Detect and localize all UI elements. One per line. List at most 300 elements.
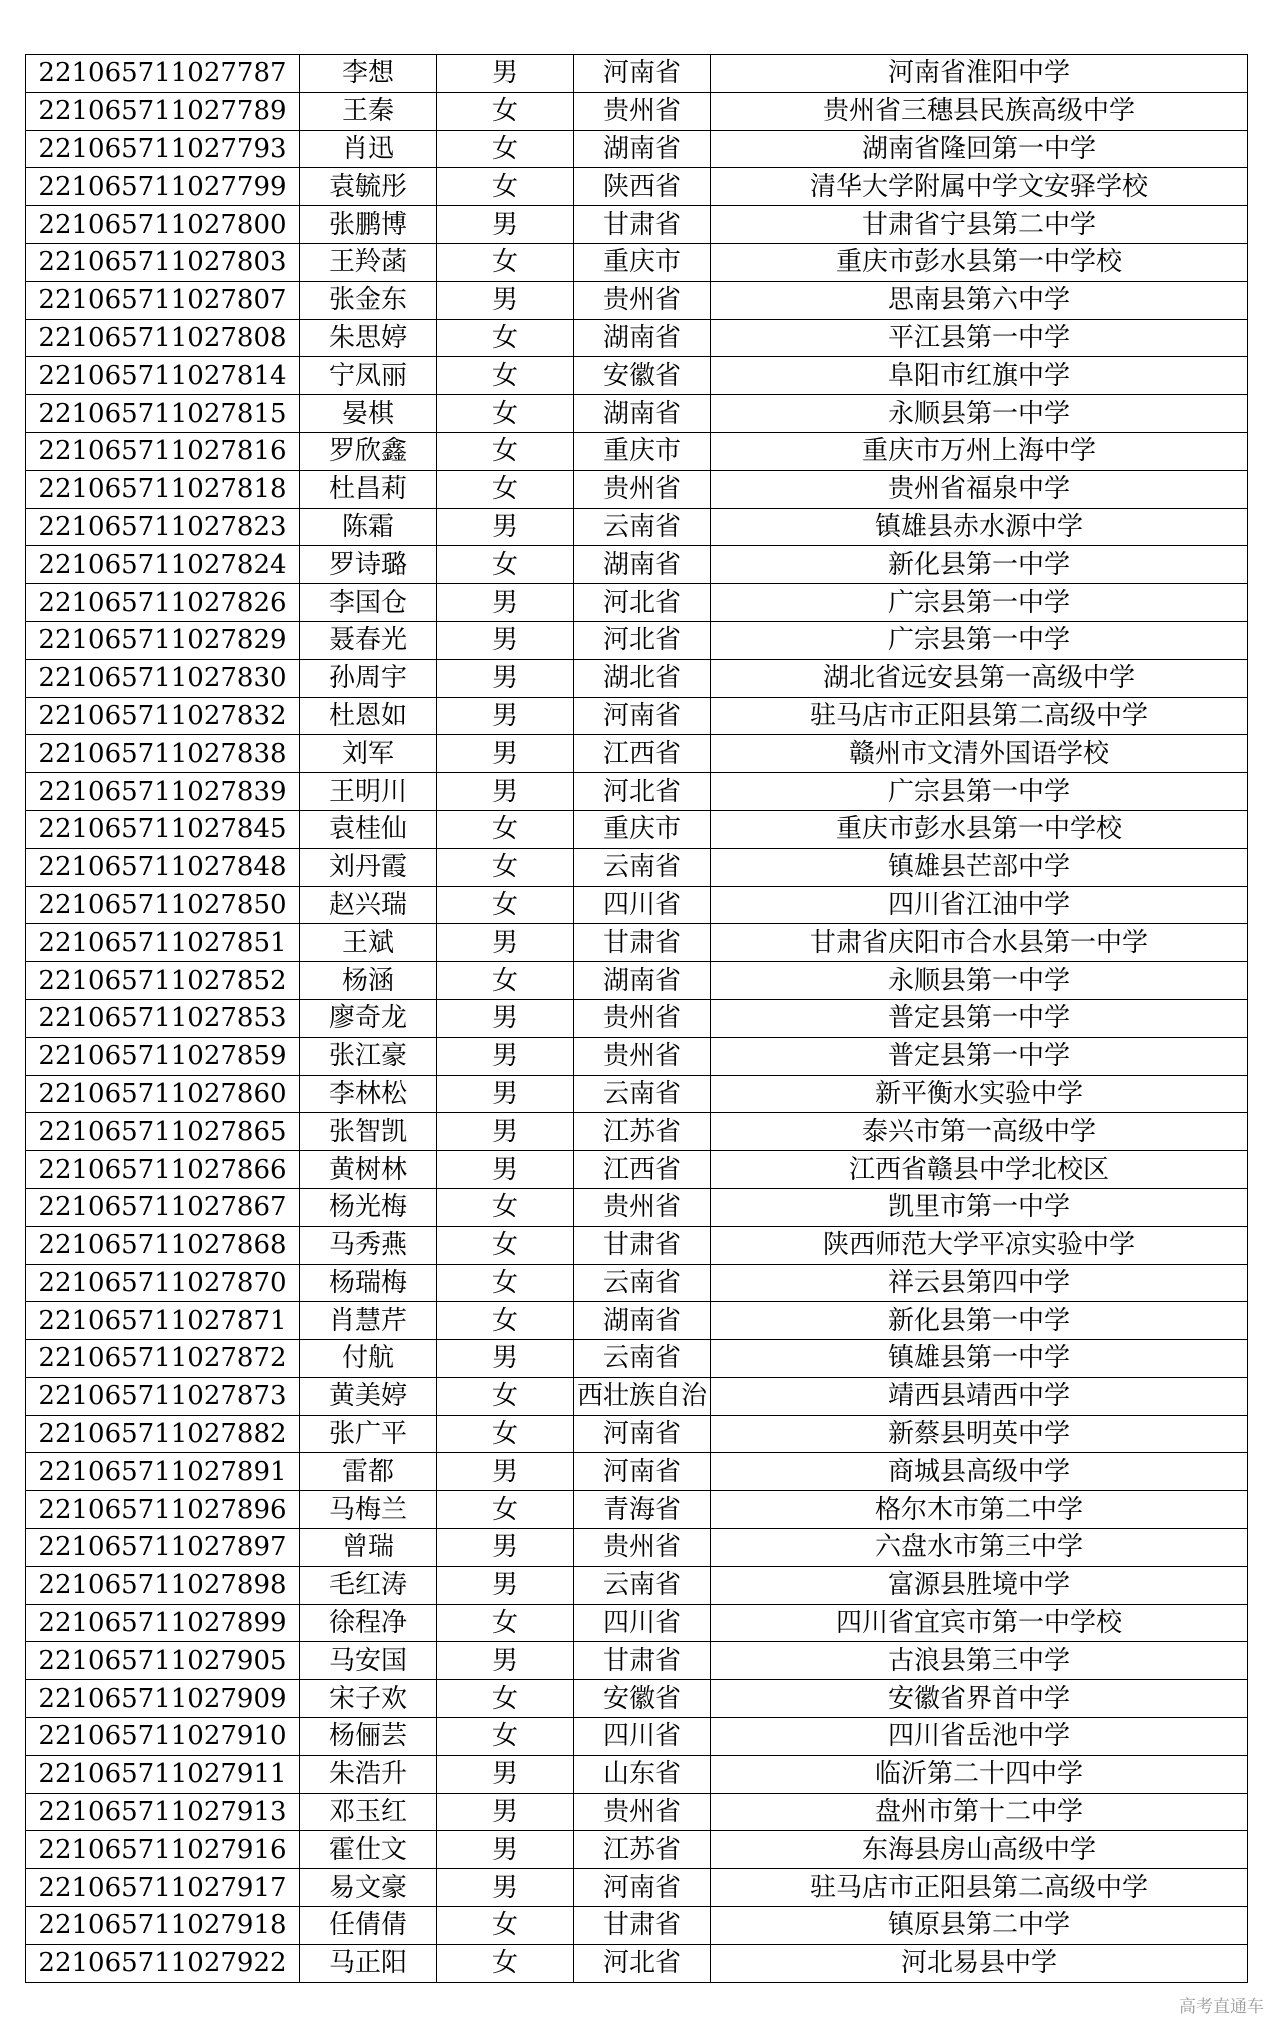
province-cell: 西壮族自治 — [574, 1377, 711, 1415]
school-cell: 驻马店市正阳县第二高级中学 — [711, 697, 1248, 735]
gender-cell: 女 — [437, 1718, 574, 1756]
gender-cell: 男 — [437, 659, 574, 697]
province-cell: 甘肃省 — [574, 1907, 711, 1945]
student-id-cell: 221065711027807 — [26, 281, 300, 319]
gender-cell: 女 — [437, 395, 574, 433]
gender-cell: 女 — [437, 546, 574, 584]
school-cell: 安徽省界首中学 — [711, 1680, 1248, 1718]
name-cell: 杨俪芸 — [300, 1718, 437, 1756]
province-cell: 湖南省 — [574, 1302, 711, 1340]
gender-cell: 女 — [437, 1264, 574, 1302]
school-cell: 贵州省福泉中学 — [711, 470, 1248, 508]
name-cell: 宋子欢 — [300, 1680, 437, 1718]
table-row — [26, 999, 1248, 1037]
name-cell: 刘丹霞 — [300, 848, 437, 886]
name-cell: 曾瑞 — [300, 1529, 437, 1567]
province-cell: 四川省 — [574, 1604, 711, 1642]
table-row — [26, 1680, 1248, 1718]
name-cell: 宁凤丽 — [300, 357, 437, 395]
name-cell: 马安国 — [300, 1642, 437, 1680]
table-row — [26, 1415, 1248, 1453]
student-id-cell: 221065711027922 — [26, 1944, 300, 1982]
table-row — [26, 1755, 1248, 1793]
student-id-cell: 221065711027789 — [26, 92, 300, 130]
gender-cell: 男 — [437, 773, 574, 811]
name-cell: 罗欣鑫 — [300, 432, 437, 470]
school-cell: 陕西师范大学平凉实验中学 — [711, 1226, 1248, 1264]
name-cell: 霍仕文 — [300, 1831, 437, 1869]
gender-cell: 男 — [437, 1037, 574, 1075]
table-row — [26, 1529, 1248, 1567]
gender-cell: 女 — [437, 1302, 574, 1340]
name-cell: 张金东 — [300, 281, 437, 319]
school-cell: 东海县房山高级中学 — [711, 1831, 1248, 1869]
table-row — [26, 1377, 1248, 1415]
gender-cell: 男 — [437, 1831, 574, 1869]
student-id-cell: 221065711027793 — [26, 130, 300, 168]
admission-roster-table — [25, 54, 1248, 1983]
gender-cell: 男 — [437, 1529, 574, 1567]
province-cell: 重庆市 — [574, 810, 711, 848]
name-cell: 马秀燕 — [300, 1226, 437, 1264]
table-row — [26, 735, 1248, 773]
name-cell: 张广平 — [300, 1415, 437, 1453]
school-cell: 镇原县第二中学 — [711, 1907, 1248, 1945]
gender-cell: 男 — [437, 1869, 574, 1907]
table-row — [26, 621, 1248, 659]
gender-cell: 男 — [437, 1453, 574, 1491]
name-cell: 罗诗璐 — [300, 546, 437, 584]
table-row — [26, 432, 1248, 470]
gender-cell: 女 — [437, 1226, 574, 1264]
student-id-cell: 221065711027848 — [26, 848, 300, 886]
province-cell: 陕西省 — [574, 168, 711, 206]
province-cell: 云南省 — [574, 1566, 711, 1604]
table-row — [26, 1302, 1248, 1340]
student-id-cell: 221065711027852 — [26, 962, 300, 1000]
school-cell: 新平衡水实验中学 — [711, 1075, 1248, 1113]
school-cell: 河南省淮阳中学 — [711, 55, 1248, 93]
name-cell: 晏棋 — [300, 395, 437, 433]
province-cell: 甘肃省 — [574, 1642, 711, 1680]
student-id-cell: 221065711027859 — [26, 1037, 300, 1075]
table-row — [26, 773, 1248, 811]
gender-cell: 女 — [437, 92, 574, 130]
table-row — [26, 848, 1248, 886]
student-id-cell: 221065711027826 — [26, 584, 300, 622]
province-cell: 江西省 — [574, 735, 711, 773]
province-cell: 湖南省 — [574, 319, 711, 357]
table-row — [26, 55, 1248, 93]
name-cell: 王明川 — [300, 773, 437, 811]
student-id-cell: 221065711027898 — [26, 1566, 300, 1604]
school-cell: 江西省赣县中学北校区 — [711, 1151, 1248, 1189]
table-row — [26, 1037, 1248, 1075]
name-cell: 张江豪 — [300, 1037, 437, 1075]
student-id-cell: 221065711027910 — [26, 1718, 300, 1756]
name-cell: 王秦 — [300, 92, 437, 130]
school-cell: 临沂第二十四中学 — [711, 1755, 1248, 1793]
province-cell: 贵州省 — [574, 1529, 711, 1567]
student-id-cell: 221065711027853 — [26, 999, 300, 1037]
name-cell: 付航 — [300, 1340, 437, 1378]
student-id-cell: 221065711027838 — [26, 735, 300, 773]
student-id-cell: 221065711027808 — [26, 319, 300, 357]
province-cell: 湖北省 — [574, 659, 711, 697]
school-cell: 重庆市万州上海中学 — [711, 432, 1248, 470]
gender-cell: 女 — [437, 886, 574, 924]
student-id-cell: 221065711027868 — [26, 1226, 300, 1264]
name-cell: 黄树林 — [300, 1151, 437, 1189]
name-cell: 马正阳 — [300, 1944, 437, 1982]
gender-cell: 男 — [437, 697, 574, 735]
name-cell: 肖慧芹 — [300, 1302, 437, 1340]
student-id-cell: 221065711027787 — [26, 55, 300, 93]
table-row — [26, 395, 1248, 433]
table-row — [26, 1226, 1248, 1264]
province-cell: 山东省 — [574, 1755, 711, 1793]
roster-body — [26, 55, 1248, 1983]
province-cell: 湖南省 — [574, 395, 711, 433]
table-row — [26, 659, 1248, 697]
name-cell: 任倩倩 — [300, 1907, 437, 1945]
table-row — [26, 1869, 1248, 1907]
gender-cell: 男 — [437, 924, 574, 962]
gender-cell: 女 — [437, 1491, 574, 1529]
student-id-cell: 221065711027882 — [26, 1415, 300, 1453]
name-cell: 毛红涛 — [300, 1566, 437, 1604]
school-cell: 永顺县第一中学 — [711, 962, 1248, 1000]
name-cell: 邓玉红 — [300, 1793, 437, 1831]
school-cell: 格尔木市第二中学 — [711, 1491, 1248, 1529]
school-cell: 四川省宜宾市第一中学校 — [711, 1604, 1248, 1642]
name-cell: 王羚菡 — [300, 243, 437, 281]
gender-cell: 女 — [437, 810, 574, 848]
name-cell: 朱思婷 — [300, 319, 437, 357]
school-cell: 驻马店市正阳县第二高级中学 — [711, 1869, 1248, 1907]
student-id-cell: 221065711027866 — [26, 1151, 300, 1189]
watermark: 高考直通车 — [1179, 1997, 1264, 2017]
table-row — [26, 924, 1248, 962]
name-cell: 马梅兰 — [300, 1491, 437, 1529]
table-row — [26, 1944, 1248, 1982]
province-cell: 贵州省 — [574, 999, 711, 1037]
student-id-cell: 221065711027917 — [26, 1869, 300, 1907]
province-cell: 江西省 — [574, 1151, 711, 1189]
student-id-cell: 221065711027799 — [26, 168, 300, 206]
school-cell: 新化县第一中学 — [711, 1302, 1248, 1340]
gender-cell: 男 — [437, 735, 574, 773]
name-cell: 易文豪 — [300, 1869, 437, 1907]
gender-cell: 男 — [437, 584, 574, 622]
name-cell: 袁桂仙 — [300, 810, 437, 848]
student-id-cell: 221065711027814 — [26, 357, 300, 395]
gender-cell: 女 — [437, 168, 574, 206]
school-cell: 四川省岳池中学 — [711, 1718, 1248, 1756]
student-id-cell: 221065711027873 — [26, 1377, 300, 1415]
name-cell: 张智凯 — [300, 1113, 437, 1151]
province-cell: 四川省 — [574, 886, 711, 924]
gender-cell: 男 — [437, 281, 574, 319]
gender-cell: 男 — [437, 206, 574, 244]
school-cell: 河北易县中学 — [711, 1944, 1248, 1982]
table-row — [26, 546, 1248, 584]
province-cell: 贵州省 — [574, 281, 711, 319]
name-cell: 廖奇龙 — [300, 999, 437, 1037]
school-cell: 四川省江油中学 — [711, 886, 1248, 924]
table-row — [26, 1793, 1248, 1831]
gender-cell: 女 — [437, 357, 574, 395]
province-cell: 河南省 — [574, 55, 711, 93]
name-cell: 黄美婷 — [300, 1377, 437, 1415]
gender-cell: 女 — [437, 962, 574, 1000]
school-cell: 镇雄县第一中学 — [711, 1340, 1248, 1378]
gender-cell: 男 — [437, 621, 574, 659]
school-cell: 广宗县第一中学 — [711, 773, 1248, 811]
province-cell: 云南省 — [574, 1340, 711, 1378]
student-id-cell: 221065711027830 — [26, 659, 300, 697]
province-cell: 安徽省 — [574, 1680, 711, 1718]
name-cell: 陈霜 — [300, 508, 437, 546]
name-cell: 李想 — [300, 55, 437, 93]
student-id-cell: 221065711027815 — [26, 395, 300, 433]
name-cell: 李林松 — [300, 1075, 437, 1113]
gender-cell: 男 — [437, 1075, 574, 1113]
province-cell: 贵州省 — [574, 92, 711, 130]
gender-cell: 女 — [437, 1604, 574, 1642]
name-cell: 王斌 — [300, 924, 437, 962]
table-row — [26, 92, 1248, 130]
student-id-cell: 221065711027845 — [26, 810, 300, 848]
name-cell: 肖迅 — [300, 130, 437, 168]
table-row — [26, 1718, 1248, 1756]
province-cell: 云南省 — [574, 508, 711, 546]
school-cell: 古浪县第三中学 — [711, 1642, 1248, 1680]
province-cell: 河南省 — [574, 1869, 711, 1907]
province-cell: 河南省 — [574, 697, 711, 735]
school-cell: 普定县第一中学 — [711, 999, 1248, 1037]
student-id-cell: 221065711027851 — [26, 924, 300, 962]
table-row — [26, 697, 1248, 735]
school-cell: 盘州市第十二中学 — [711, 1793, 1248, 1831]
province-cell: 安徽省 — [574, 357, 711, 395]
table-row — [26, 1604, 1248, 1642]
gender-cell: 女 — [437, 470, 574, 508]
school-cell: 新蔡县明英中学 — [711, 1415, 1248, 1453]
student-id-cell: 221065711027829 — [26, 621, 300, 659]
table-row — [26, 206, 1248, 244]
school-cell: 贵州省三穗县民族高级中学 — [711, 92, 1248, 130]
province-cell: 河北省 — [574, 1944, 711, 1982]
student-id-cell: 221065711027832 — [26, 697, 300, 735]
school-cell: 赣州市文清外国语学校 — [711, 735, 1248, 773]
school-cell: 广宗县第一中学 — [711, 584, 1248, 622]
name-cell: 杜昌莉 — [300, 470, 437, 508]
gender-cell: 女 — [437, 319, 574, 357]
school-cell: 靖西县靖西中学 — [711, 1377, 1248, 1415]
province-cell: 甘肃省 — [574, 206, 711, 244]
table-row — [26, 1340, 1248, 1378]
school-cell: 永顺县第一中学 — [711, 395, 1248, 433]
school-cell: 广宗县第一中学 — [711, 621, 1248, 659]
school-cell: 镇雄县赤水源中学 — [711, 508, 1248, 546]
gender-cell: 女 — [437, 1944, 574, 1982]
school-cell: 平江县第一中学 — [711, 319, 1248, 357]
gender-cell: 女 — [437, 1415, 574, 1453]
student-id-cell: 221065711027824 — [26, 546, 300, 584]
student-id-cell: 221065711027891 — [26, 1453, 300, 1491]
province-cell: 湖南省 — [574, 962, 711, 1000]
student-id-cell: 221065711027818 — [26, 470, 300, 508]
table-row — [26, 1188, 1248, 1226]
province-cell: 河北省 — [574, 773, 711, 811]
school-cell: 商城县高级中学 — [711, 1453, 1248, 1491]
gender-cell: 女 — [437, 1377, 574, 1415]
province-cell: 贵州省 — [574, 1793, 711, 1831]
province-cell: 云南省 — [574, 1264, 711, 1302]
table-row — [26, 319, 1248, 357]
student-id-cell: 221065711027899 — [26, 1604, 300, 1642]
school-cell: 泰兴市第一高级中学 — [711, 1113, 1248, 1151]
province-cell: 重庆市 — [574, 432, 711, 470]
school-cell: 清华大学附属中学文安驿学校 — [711, 168, 1248, 206]
province-cell: 四川省 — [574, 1718, 711, 1756]
name-cell: 杜恩如 — [300, 697, 437, 735]
student-id-cell: 221065711027913 — [26, 1793, 300, 1831]
gender-cell: 男 — [437, 1340, 574, 1378]
table-row — [26, 1642, 1248, 1680]
table-row — [26, 357, 1248, 395]
student-id-cell: 221065711027872 — [26, 1340, 300, 1378]
table-row — [26, 281, 1248, 319]
name-cell: 朱浩升 — [300, 1755, 437, 1793]
table-row — [26, 470, 1248, 508]
gender-cell: 男 — [437, 1793, 574, 1831]
name-cell: 杨光梅 — [300, 1188, 437, 1226]
province-cell: 河南省 — [574, 1415, 711, 1453]
table-row — [26, 1151, 1248, 1189]
gender-cell: 男 — [437, 1755, 574, 1793]
province-cell: 湖南省 — [574, 546, 711, 584]
school-cell: 六盘水市第三中学 — [711, 1529, 1248, 1567]
gender-cell: 女 — [437, 1188, 574, 1226]
school-cell: 富源县胜境中学 — [711, 1566, 1248, 1604]
school-cell: 重庆市彭水县第一中学校 — [711, 243, 1248, 281]
student-id-cell: 221065711027916 — [26, 1831, 300, 1869]
name-cell: 孙周宇 — [300, 659, 437, 697]
gender-cell: 女 — [437, 432, 574, 470]
gender-cell: 男 — [437, 508, 574, 546]
gender-cell: 女 — [437, 243, 574, 281]
school-cell: 湖北省远安县第一高级中学 — [711, 659, 1248, 697]
gender-cell: 男 — [437, 55, 574, 93]
name-cell: 张鹏博 — [300, 206, 437, 244]
province-cell: 甘肃省 — [574, 1226, 711, 1264]
province-cell: 云南省 — [574, 848, 711, 886]
province-cell: 河北省 — [574, 621, 711, 659]
name-cell: 刘军 — [300, 735, 437, 773]
name-cell: 雷都 — [300, 1453, 437, 1491]
student-id-cell: 221065711027800 — [26, 206, 300, 244]
school-cell: 重庆市彭水县第一中学校 — [711, 810, 1248, 848]
table-row — [26, 1264, 1248, 1302]
student-id-cell: 221065711027865 — [26, 1113, 300, 1151]
table-row — [26, 1491, 1248, 1529]
school-cell: 新化县第一中学 — [711, 546, 1248, 584]
name-cell: 李国仓 — [300, 584, 437, 622]
school-cell: 甘肃省庆阳市合水县第一中学 — [711, 924, 1248, 962]
gender-cell: 男 — [437, 1113, 574, 1151]
student-id-cell: 221065711027816 — [26, 432, 300, 470]
province-cell: 贵州省 — [574, 470, 711, 508]
school-cell: 思南县第六中学 — [711, 281, 1248, 319]
province-cell: 江苏省 — [574, 1113, 711, 1151]
student-id-cell: 221065711027905 — [26, 1642, 300, 1680]
table-row — [26, 584, 1248, 622]
school-cell: 甘肃省宁县第二中学 — [711, 206, 1248, 244]
table-row — [26, 130, 1248, 168]
province-cell: 重庆市 — [574, 243, 711, 281]
name-cell: 杨瑞梅 — [300, 1264, 437, 1302]
gender-cell: 男 — [437, 1566, 574, 1604]
name-cell: 杨涵 — [300, 962, 437, 1000]
province-cell: 甘肃省 — [574, 924, 711, 962]
province-cell: 江苏省 — [574, 1831, 711, 1869]
gender-cell: 男 — [437, 1151, 574, 1189]
student-id-cell: 221065711027909 — [26, 1680, 300, 1718]
table-row — [26, 886, 1248, 924]
gender-cell: 男 — [437, 1642, 574, 1680]
table-row — [26, 1566, 1248, 1604]
student-id-cell: 221065711027897 — [26, 1529, 300, 1567]
student-id-cell: 221065711027803 — [26, 243, 300, 281]
school-cell: 祥云县第四中学 — [711, 1264, 1248, 1302]
student-id-cell: 221065711027870 — [26, 1264, 300, 1302]
province-cell: 贵州省 — [574, 1188, 711, 1226]
table-row — [26, 508, 1248, 546]
student-id-cell: 221065711027871 — [26, 1302, 300, 1340]
table-row — [26, 1113, 1248, 1151]
province-cell: 湖南省 — [574, 130, 711, 168]
gender-cell: 女 — [437, 130, 574, 168]
school-cell: 镇雄县芒部中学 — [711, 848, 1248, 886]
table-row — [26, 962, 1248, 1000]
name-cell: 赵兴瑞 — [300, 886, 437, 924]
student-id-cell: 221065711027918 — [26, 1907, 300, 1945]
student-id-cell: 221065711027896 — [26, 1491, 300, 1529]
table-row — [26, 1831, 1248, 1869]
student-id-cell: 221065711027911 — [26, 1755, 300, 1793]
gender-cell: 女 — [437, 848, 574, 886]
student-id-cell: 221065711027823 — [26, 508, 300, 546]
table-row — [26, 168, 1248, 206]
gender-cell: 女 — [437, 1907, 574, 1945]
school-cell: 阜阳市红旗中学 — [711, 357, 1248, 395]
name-cell: 袁毓彤 — [300, 168, 437, 206]
name-cell: 徐程净 — [300, 1604, 437, 1642]
table-row — [26, 1453, 1248, 1491]
province-cell: 河北省 — [574, 584, 711, 622]
school-cell: 湖南省隆回第一中学 — [711, 130, 1248, 168]
gender-cell: 女 — [437, 1680, 574, 1718]
student-id-cell: 221065711027839 — [26, 773, 300, 811]
table-row — [26, 810, 1248, 848]
province-cell: 河南省 — [574, 1453, 711, 1491]
student-id-cell: 221065711027867 — [26, 1188, 300, 1226]
table-row — [26, 1075, 1248, 1113]
table-row — [26, 243, 1248, 281]
name-cell: 聂春光 — [300, 621, 437, 659]
